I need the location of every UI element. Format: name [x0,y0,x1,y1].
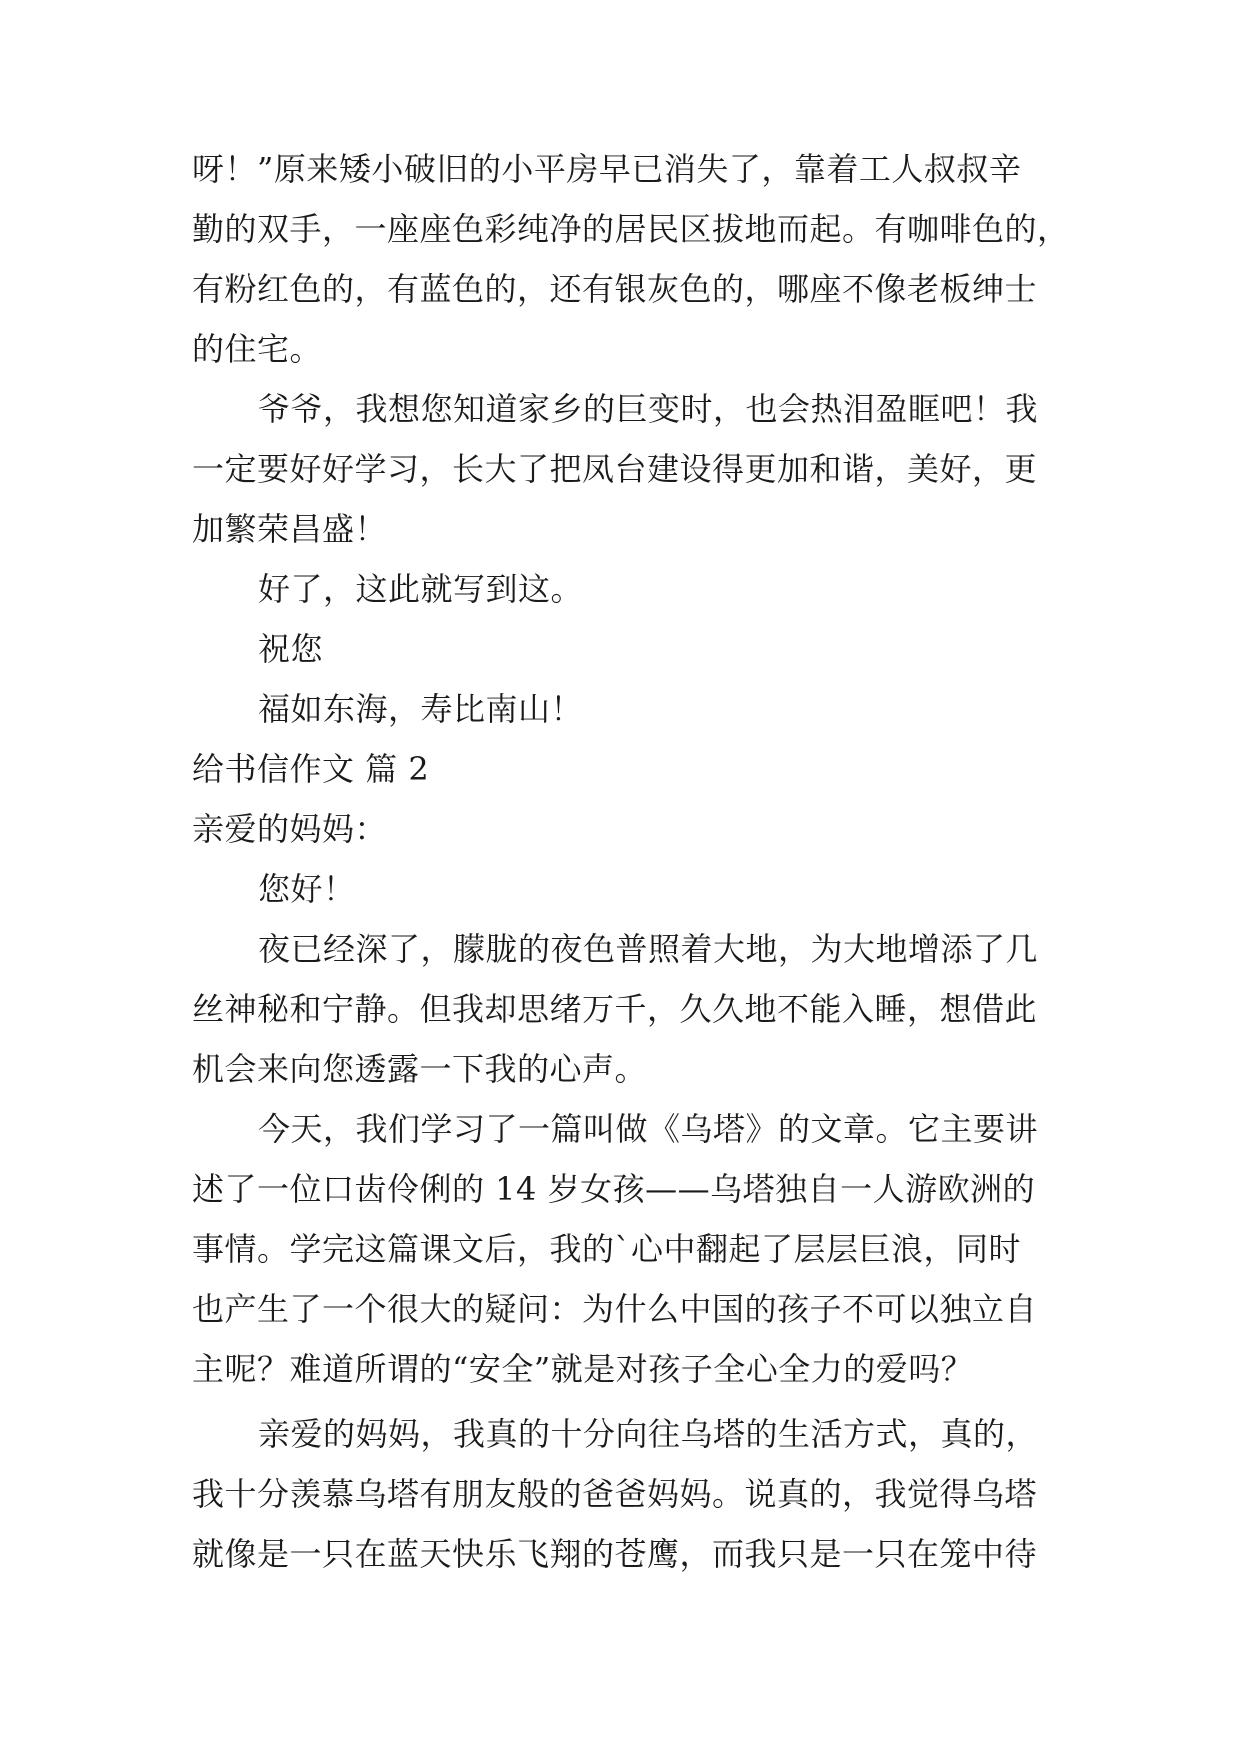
paragraph-start: 好了，这此就写到这。 [258,570,584,608]
text-line: 丝神秘和宁静。但我却思绪万千，久久地不能入睡，想借此 [192,990,1038,1028]
paragraph-start: 夜已经深了，朦胧的夜色普照着大地，为大地增添了几 [258,930,1039,968]
paragraph-start: 亲爱的妈妈，我真的十分向往乌塔的生活方式，真的， [258,1415,1039,1453]
text-line: 我十分羡慕乌塔有朋友般的爸爸妈妈。说真的，我觉得乌塔 [192,1475,1038,1513]
text-line: 呀！”原来矮小破旧的小平房早已消失了，靠着工人叔叔辛 [192,150,1022,188]
text-line: 的住宅。 [192,330,323,368]
greeting: 您好！ [258,870,356,908]
section-heading: 给书信作文 篇 2 [192,750,430,788]
text-line: 事情。学完这篇课文后，我的`心中翻起了层层巨浪，同时 [192,1230,1022,1268]
text-line: 加繁荣昌盛！ [192,510,388,548]
closing-blessing: 福如东海，寿比南山！ [258,690,584,728]
closing-line: 祝您 [258,630,324,668]
text-line: 勤的双手，一座座色彩纯净的居民区拔地而起。有咖啡色的， [192,210,1070,248]
text-line: 述了一位口齿伶俐的 14 岁女孩——乌塔独自一人游欧洲的 [192,1170,1036,1208]
text-line: 有粉红色的，有蓝色的，还有银灰色的，哪座不像老板绅士 [192,270,1038,308]
text-line: 就像是一只在蓝天快乐飞翔的苍鹰，而我只是一只在笼中待 [192,1535,1038,1573]
text-line: 也产生了一个很大的疑问：为什么中国的孩子不可以独立自 [192,1290,1038,1328]
salutation: 亲爱的妈妈： [192,810,388,848]
text-line: 一定要好好学习，长大了把凤台建设得更加和谐，美好，更 [192,450,1038,488]
text-line: 机会来向您透露一下我的心声。 [192,1050,648,1088]
paragraph-start: 爷爷，我想您知道家乡的巨变时，也会热泪盈眶吧！我 [258,390,1039,428]
paragraph-start: 今天，我们学习了一篇叫做《乌塔》的文章。它主要讲 [258,1110,1039,1148]
text-line: 主呢？难道所谓的“安全”就是对孩子全心全力的爱吗？ [192,1350,974,1388]
